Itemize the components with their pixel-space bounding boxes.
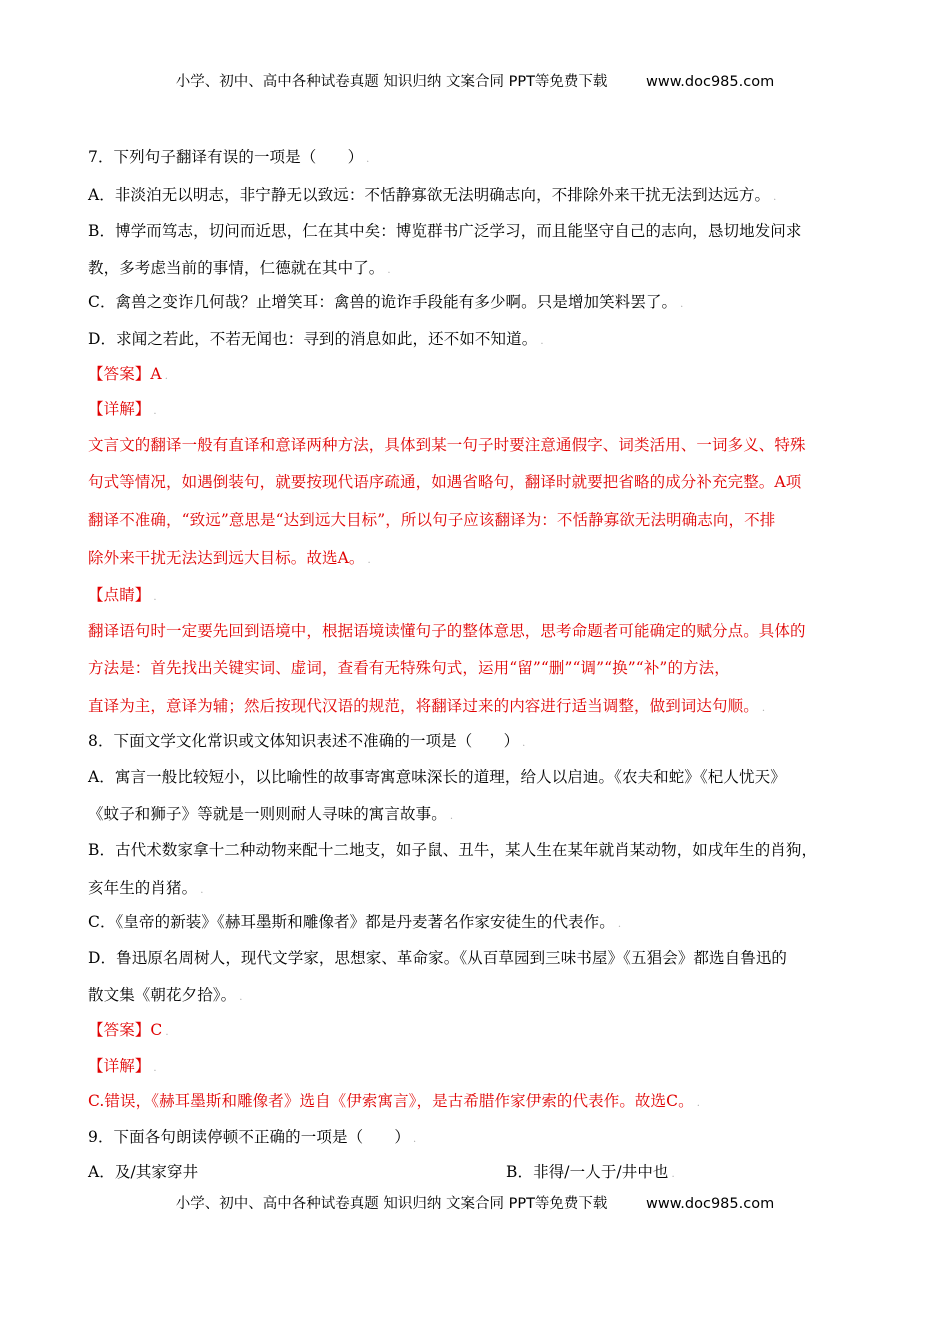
q7-option-b-line1: B．博学而笃志，切问而近思，仁在其中矣：博览群书广泛学习，而且能坚守自己的志向，恳切地发问求 — [88, 222, 802, 240]
header-text: 小学、初中、高中各种试卷真题 知识归纳 文案合同 PPT等免费下载 — [175, 74, 608, 90]
q7-stem: 7．下列句子翻译有误的一项是（ ） . — [88, 148, 370, 166]
q7-tip-line3: 直译为主，意译为辅；然后按现代汉语的规范，将翻译过来的内容进行适当调整，做到词达句顺。 . — [88, 697, 766, 715]
q8-answer: 【答案】C . — [88, 1021, 169, 1039]
q9-options-row — [88, 1160, 868, 1182]
q8-option-b-line1: B．古代术数家拿十二种动物来配十二地支，如子鼠、丑牛，某人生在某年就肖某动物，如戌年生的肖狗， — [88, 841, 818, 859]
q8-option-b-line2: 亥年生的肖猪。 . — [88, 879, 204, 897]
q7-option-c: C．禽兽之变诈几何哉？止增笑耳：禽兽的诡诈手段能有多少啊。只是增加笑料罢了。 . — [88, 293, 684, 311]
q8-detail-tag: 【详解】 . — [88, 1057, 157, 1075]
q8-option-d-line1: D．鲁迅原名周树人，现代文学家，思想家、革命家。《从百草园到三味书屋》《五猖会》都选自鲁迅的 — [88, 949, 788, 967]
page-footer — [0, 1192, 950, 1213]
q7-detail-line2: 句式等情况，如遇倒装句，就要按现代语序疏通，如遇省略句，翻译时就要把省略的成分补充完整。A项 — [88, 473, 802, 491]
q7-option-b-line2: 教，多考虑当前的事情，仁德就在其中了。 . — [88, 259, 391, 277]
q7-detail-line4: 除外来干扰无法达到远大目标。故选A。 . — [88, 549, 371, 567]
q7-option-a: A．非淡泊无以明志，非宁静无以致远：不恬静寡欲无法明确志向，不排除外来干扰无法到达远方。 . — [88, 186, 777, 204]
footer-text: 小学、初中、高中各种试卷真题 知识归纳 文案合同 PPT等免费下载 — [175, 1196, 608, 1212]
q8-detail-line1: C.错误，《赫耳墨斯和雕像者》选自《伊索寓言》，是古希腊作家伊索的代表作。故选C。 . — [88, 1092, 700, 1110]
q7-detail-line1: 文言文的翻译一般有直译和意译两种方法，具体到某一句子时要注意通假字、词类活用、一词多义、特殊 — [88, 436, 806, 454]
q8-option-c: C．《皇帝的新装》《赫耳墨斯和雕像者》都是丹麦著名作家安徒生的代表作。 . — [88, 913, 622, 931]
q9-option-b: B．非得/一人于/井中也 . — [506, 1163, 675, 1181]
q7-detail-line3: 翻译不准确，“致远”意思是“达到远大目标”，所以句子应该翻译为：不恬静寡欲无法明确志向，不排 — [88, 511, 776, 529]
footer-site[interactable]: www.doc985.com — [646, 1196, 775, 1212]
q9-option-a: A．及/其家穿井 — [88, 1163, 199, 1181]
q8-stem: 8．下面文学文化常识或文体知识表述不准确的一项是（ ） . — [88, 732, 526, 750]
page-header — [0, 70, 950, 91]
q7-tip-line2: 方法是：首先找出关键实词、虚词，查看有无特殊句式，运用“留”“删”“调”“换”“补”的方法， — [88, 659, 730, 677]
q8-option-a-line1: A．寓言一般比较短小，以比喻性的故事寄寓意味深长的道理，给人以启迪。《农夫和蛇》《杞人忧天》 — [88, 768, 786, 786]
q9-stem: 9．下面各句朗读停顿不正确的一项是（ ） . — [88, 1128, 417, 1146]
q8-option-a-line2: 《蚊子和狮子》等就是一则则耐人寻味的寓言故事。 . — [88, 805, 454, 823]
q7-answer: 【答案】A . — [88, 365, 168, 383]
q7-tip-tag: 【点睛】 . — [88, 586, 157, 604]
q7-tip-line1: 翻译语句时一定要先回到语境中，根据语境读懂句子的整体意思，思考命题者可能确定的赋分点。具体的 — [88, 622, 806, 640]
q7-option-d: D．求闻之若此，不若无闻也：寻到的消息如此，还不如不知道。 . — [88, 330, 544, 348]
header-site[interactable]: www.doc985.com — [646, 74, 775, 90]
q7-detail-tag: 【详解】 . — [88, 400, 157, 418]
q8-option-d-line2: 散文集《朝花夕拾》。 . — [88, 986, 243, 1004]
